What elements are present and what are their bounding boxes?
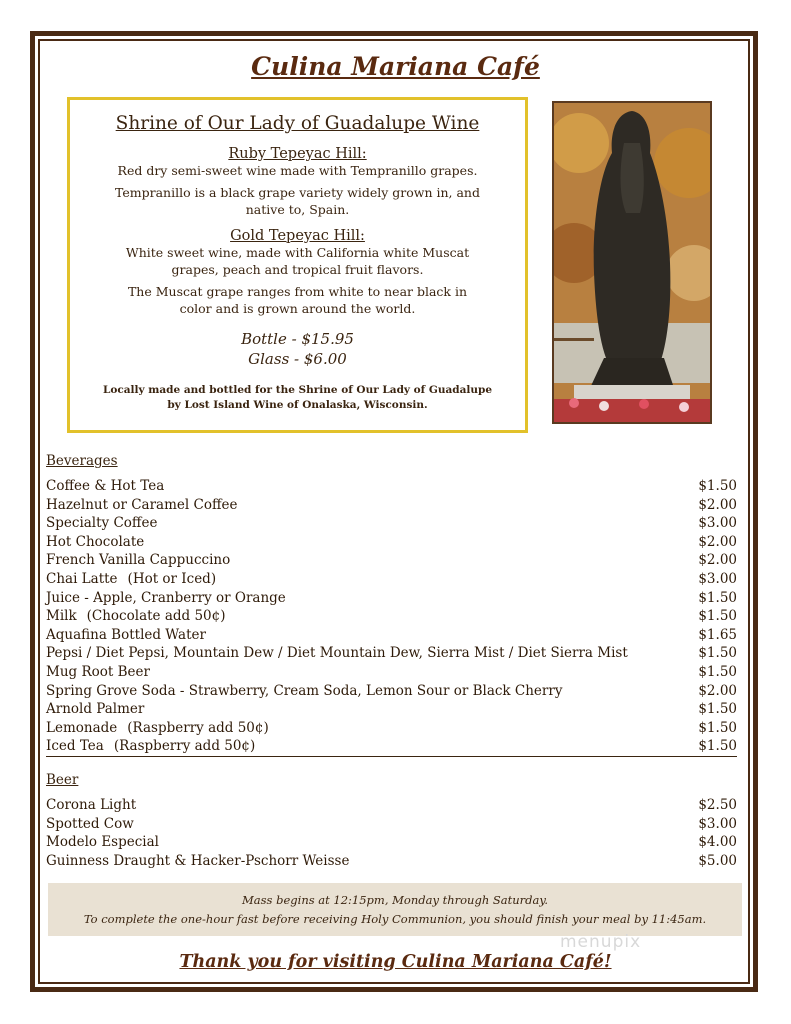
menu-item-price: $1.50: [698, 478, 737, 494]
menu-item-note: (Chocolate add 50¢): [86, 608, 226, 625]
menu-item-name: Mug Root Beer: [46, 663, 150, 680]
menu-item-price: $1.50: [698, 608, 737, 625]
menu-item-label: [46, 737, 255, 756]
menu-item-price: $4.00: [698, 834, 737, 851]
menu-item-price: $2.00: [698, 682, 737, 699]
menu-item-price: $3.00: [698, 515, 737, 532]
menu-item-label: [46, 533, 144, 552]
menu-item-name: Hazelnut or Caramel Coffee: [46, 496, 238, 513]
menu-item-label: [46, 607, 225, 626]
menu-item-row: [46, 682, 737, 701]
menu-item-price: $1.50: [698, 719, 737, 736]
menu-item-row: [46, 514, 737, 533]
menu-item-row: [46, 496, 737, 515]
menu-item-label: [46, 551, 230, 570]
menu-item-label: [46, 589, 286, 608]
menu-item-name: Iced Tea: [46, 738, 104, 755]
glass-price: Glass - $6.00: [248, 350, 347, 368]
thank-you-message: Thank you for visiting Culina Mariana Café!: [179, 952, 612, 972]
ruby-wine-name: Ruby Tepeyac Hill:: [228, 146, 367, 162]
menu-item-row: [46, 700, 737, 719]
menu-item-name: Corona Light: [46, 797, 137, 813]
menu-item-row: [46, 796, 737, 815]
menu-item-label: [46, 796, 136, 815]
menu-item-row: [46, 570, 737, 589]
menu-item-row: [46, 589, 737, 608]
ruby-wine-description: Red dry semi-sweet wine made with Tempranillo grapes.: [117, 163, 478, 178]
menu-item-price: $2.50: [698, 797, 737, 813]
mass-notice-line2: To complete the one-hour fast before receiving Holy Communion, you should finish your meal by 11:45am.: [83, 912, 707, 926]
mass-notice-line1: Mass begins at 12:15pm, Monday through Saturday.: [242, 893, 548, 907]
menu-item-label: [46, 682, 562, 701]
guadalupe-statue-photo: [552, 101, 712, 424]
menu-item-label: [46, 833, 159, 852]
menu-item-row: [46, 737, 737, 757]
menu-item-label: [46, 719, 269, 738]
menu-item-row: [46, 663, 737, 682]
menu-item-name: Coffee & Hot Tea: [46, 478, 165, 494]
menu-item-name: Milk: [46, 608, 77, 625]
menu-item-price: $3.00: [698, 570, 737, 587]
menu-item-name: Specialty Coffee: [46, 515, 158, 532]
beer-heading: Beer: [46, 772, 79, 788]
menu-item-note: (Raspberry add 50¢): [127, 719, 269, 736]
menu-item-name: Chai Latte: [46, 570, 118, 587]
menu-item-label: [46, 815, 134, 834]
menu-item-label: [46, 570, 216, 589]
beverages-list: [46, 477, 737, 757]
watermark-text: menupix: [560, 932, 642, 952]
menu-item-name: Juice - Apple, Cranberry or Orange: [46, 589, 286, 606]
menu-item-name: French Vanilla Cappuccino: [46, 552, 231, 569]
menu-item-price: $1.50: [698, 645, 737, 662]
menu-item-name: Pepsi / Diet Pepsi, Mountain Dew / Diet Mountain Dew, Sierra Mist / Diet Sierra Mist: [46, 645, 628, 662]
menu-item-price: $2.00: [698, 533, 737, 550]
menu-item-name: Spotted Cow: [46, 815, 134, 832]
menu-item-label: [46, 644, 628, 663]
menu-item-label: [46, 626, 206, 645]
menu-item-name: Guinness Draught & Hacker-Pschorr Weisse: [46, 852, 350, 869]
beer-list: [46, 796, 737, 870]
beer-section: [46, 772, 737, 870]
menu-item-row: [46, 533, 737, 552]
menu-item-row: [46, 551, 737, 570]
menu-item-name: Aquafina Bottled Water: [46, 626, 206, 643]
menu-item-row: [46, 833, 737, 852]
bottle-price: Bottle - $15.95: [241, 330, 354, 348]
menu-item-label: [46, 496, 238, 515]
mass-notice: [48, 883, 742, 936]
menu-item-price: $2.00: [698, 552, 737, 569]
menu-item-row: [46, 644, 737, 663]
menu-item-price: $1.50: [698, 663, 737, 680]
menu-item-note: (Hot or Iced): [127, 570, 217, 587]
menu-item-row: [46, 626, 737, 645]
menu-item-price: $2.00: [698, 496, 737, 513]
menu-item-price: $1.50: [698, 701, 737, 718]
wine-box: [67, 97, 528, 433]
menu-item-name: Modelo Especial: [46, 834, 159, 851]
statue-illustration: [554, 103, 710, 422]
menu-item-label: [46, 477, 164, 496]
menu-item-row: [46, 815, 737, 834]
menu-item-label: [46, 700, 144, 719]
menu-item-name: Spring Grove Soda - Strawberry, Cream Soda, Lemon Sour or Black Cherry: [46, 682, 563, 699]
menu-item-price: $5.00: [698, 852, 737, 869]
menu-item-price: $3.00: [698, 815, 737, 832]
menu-item-name: Hot Chocolate: [46, 533, 145, 550]
beverages-heading: Beverages: [46, 453, 118, 469]
menu-item-note: (Raspberry add 50¢): [113, 738, 256, 755]
menu-item-price: $1.50: [698, 589, 737, 606]
wine-credit-line1: Locally made and bottled for the Shrine of Our Lady of Guadalupe: [102, 384, 493, 396]
menu-item-name: Lemonade: [46, 719, 118, 736]
wine-heading: Shrine of Our Lady of Guadalupe Wine: [115, 113, 480, 134]
gold-wine-description: White sweet wine, made with California white Muscat grapes, peach and tropical fruit flavors.: [125, 245, 470, 277]
menu-item-row: [46, 477, 737, 496]
menu-item-row: [46, 719, 737, 738]
menu-item-name: Arnold Palmer: [46, 701, 145, 718]
ruby-wine-note: Tempranillo is a black grape variety widely grown in, and native to, Spain.: [114, 185, 480, 217]
gold-wine-note: The Muscat grape ranges from white to near black in color and is grown around the world.: [127, 284, 468, 316]
gold-wine-name: Gold Tepeyac Hill:: [230, 228, 365, 244]
menu-item-price: $1.65: [698, 626, 737, 643]
wine-credit-line2: by Lost Island Wine of Onalaska, Wisconsin.: [167, 399, 428, 411]
menu-item-row: [46, 852, 737, 871]
menu-item-label: [46, 663, 150, 682]
menu-item-label: [46, 852, 349, 871]
menu-title: Culina Mariana Café: [251, 52, 540, 81]
beverages-section: [46, 453, 737, 757]
menu-item-row: [46, 607, 737, 626]
menu-item-label: [46, 514, 158, 533]
menu-item-price: $1.50: [698, 738, 737, 755]
